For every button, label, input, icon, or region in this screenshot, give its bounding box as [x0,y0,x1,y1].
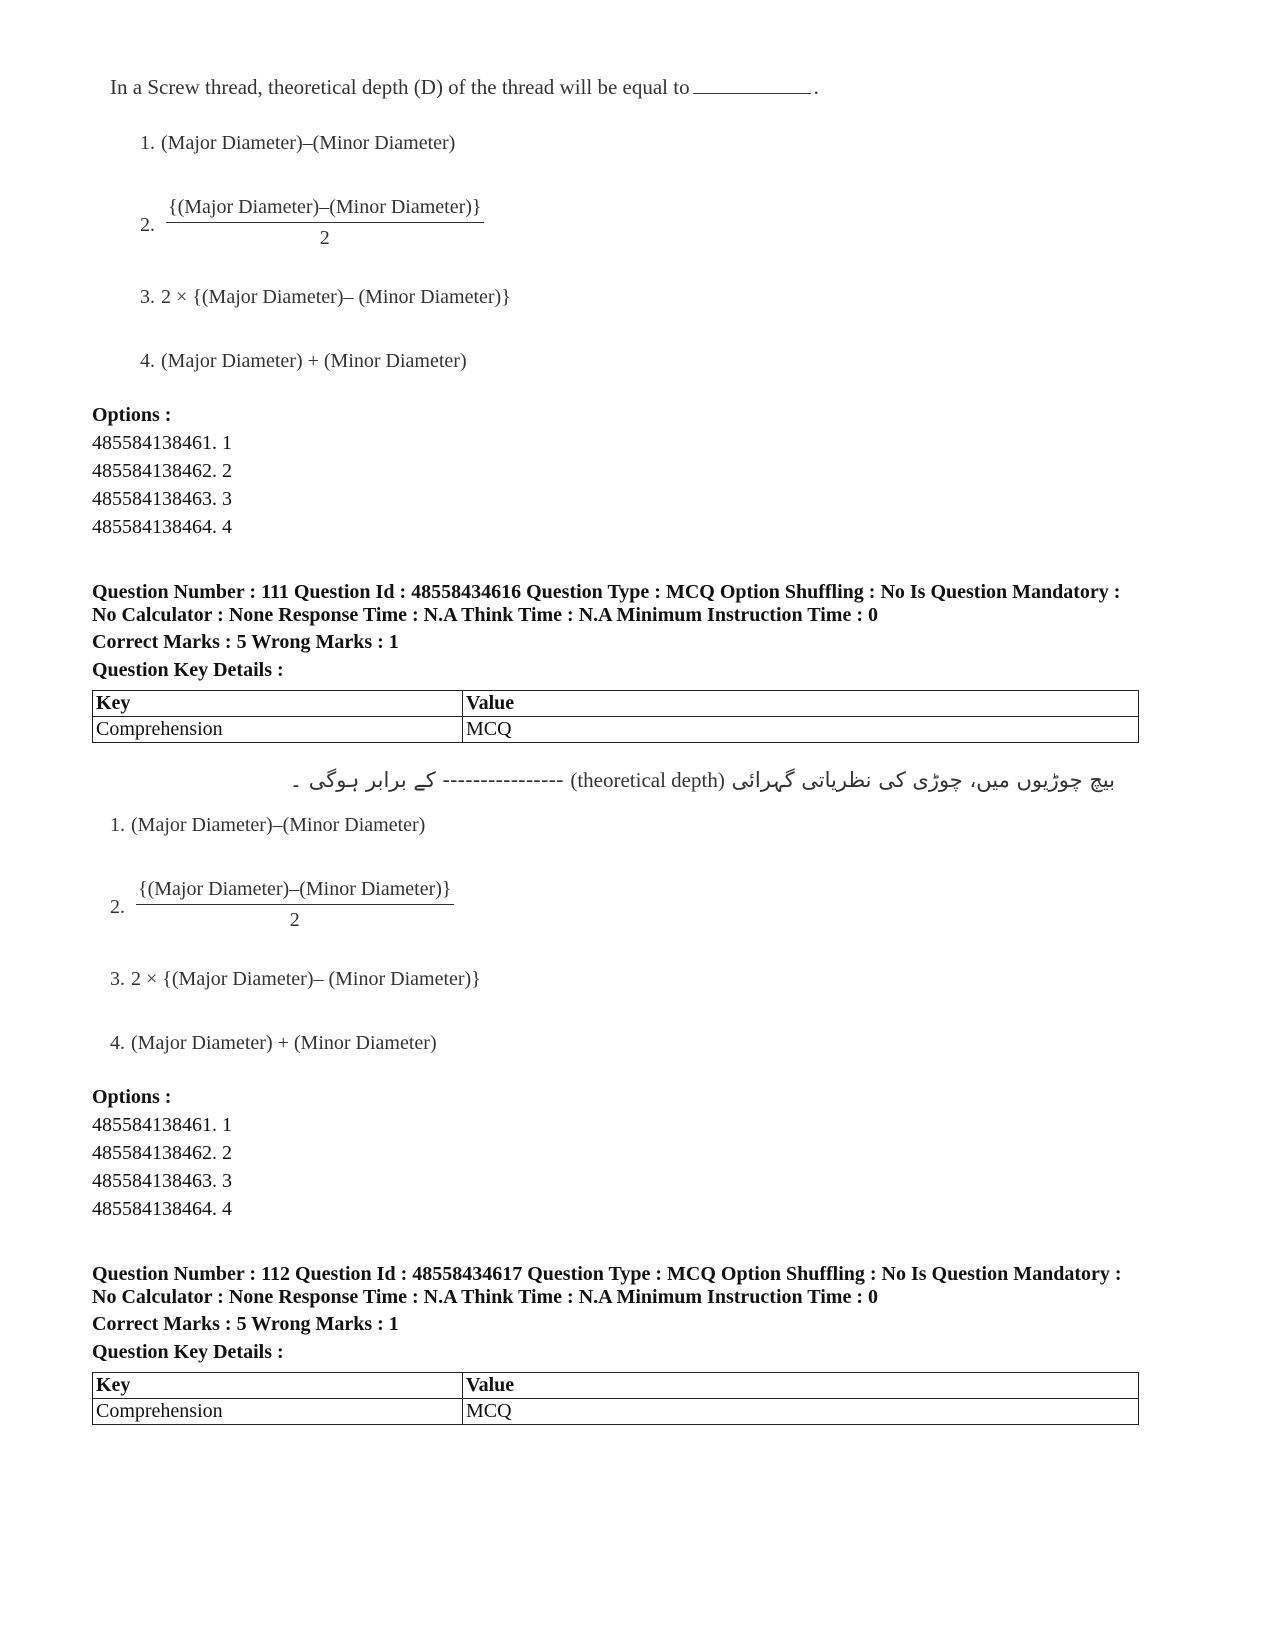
key-details-table [92,1372,1139,1425]
table-header-row [93,691,1139,717]
question-meta-line2: No Calculator : None Response Time : N.A Think Time : N.A Minimum Instruction Time : 0 [92,1286,878,1308]
option-item: 485584138462. 2 [92,1142,232,1164]
urdu-stem-english-term: (theoretical depth) [570,768,725,792]
choice-number: 4. [110,1032,125,1054]
question-stem [110,75,819,100]
table-cell-key: Comprehension [93,717,463,743]
table-header-key: Key [93,1373,463,1399]
choice-1 [110,814,425,837]
table-header-value: Value [463,1373,1139,1399]
option-item: 485584138464. 4 [92,1198,232,1220]
question-stem-period: . [813,75,819,99]
choice-text: 2 × {(Major Diameter)– (Minor Diameter)} [131,968,481,990]
choice-text: (Major Diameter)–(Minor Diameter) [131,814,426,836]
question-stem-text: In a Screw thread, theoretical depth (D) of the thread will be equal to [110,75,690,99]
key-details-label: Question Key Details : [92,1341,284,1363]
table-cell-value: MCQ [463,1399,1139,1425]
table-cell-key: Comprehension [93,1399,463,1425]
urdu-question-stem [290,768,1115,793]
choice-text: (Major Diameter) + (Minor Diameter) [161,350,467,372]
option-item: 485584138463. 3 [92,1170,232,1192]
urdu-stem-part-a: بیچ چوڑیوں میں، چوڑی کی نظریاتی گہرائی [731,768,1115,792]
question-meta-line1: Question Number : 111 Question Id : 48558434616 Question Type : MCQ Option Shuffling : No Is Question Mandatory : [92,581,1121,603]
choice-number: 2. [140,214,155,236]
table-row [93,717,1139,743]
fraction-denominator: 2 [289,909,300,931]
option-item: 485584138462. 2 [92,460,232,482]
fraction-denominator: 2 [319,227,330,249]
table-row [93,1399,1139,1425]
choice-number: 2. [110,896,125,918]
option-item: 485584138461. 1 [92,432,232,454]
choice-number: 1. [110,814,125,836]
option-item: 485584138461. 1 [92,1114,232,1136]
choice-2-fraction [166,196,484,250]
choice-text: (Major Diameter) + (Minor Diameter) [131,1032,437,1054]
answer-blank [693,93,811,94]
choice-2-number [110,896,125,919]
fraction-numerator: {(Major Diameter)–(Minor Diameter)} [136,878,454,905]
table-cell-value: MCQ [463,717,1139,743]
choice-number: 3. [110,968,125,990]
options-label: Options : [92,404,172,426]
choice-4 [110,1032,437,1055]
urdu-stem-part-b: ---------------- کے برابر ہوگی ۔ [289,768,564,792]
question-meta-line2: No Calculator : None Response Time : N.A Think Time : N.A Minimum Instruction Time : 0 [92,604,878,626]
choice-number: 3. [140,286,155,308]
choice-text: (Major Diameter)–(Minor Diameter) [161,132,456,154]
choice-number: 4. [140,350,155,372]
key-details-table [92,690,1139,743]
choice-4 [140,350,467,373]
marks-line: Correct Marks : 5 Wrong Marks : 1 [92,631,399,653]
choice-1 [140,132,455,155]
table-header-row [93,1373,1139,1399]
choice-number: 1. [140,132,155,154]
options-label: Options : [92,1086,172,1108]
choice-2-number [140,214,155,237]
choice-text: 2 × {(Major Diameter)– (Minor Diameter)} [161,286,511,308]
question-meta-line1: Question Number : 112 Question Id : 48558434617 Question Type : MCQ Option Shuffling : No Is Question Mandatory : [92,1263,1122,1285]
fraction-numerator: {(Major Diameter)–(Minor Diameter)} [166,196,484,223]
choice-2-fraction [136,878,454,932]
marks-line: Correct Marks : 5 Wrong Marks : 1 [92,1313,399,1335]
choice-3 [110,968,481,991]
table-header-value: Value [463,691,1139,717]
option-item: 485584138464. 4 [92,516,232,538]
key-details-label: Question Key Details : [92,659,284,681]
option-item: 485584138463. 3 [92,488,232,510]
choice-3 [140,286,511,309]
table-header-key: Key [93,691,463,717]
